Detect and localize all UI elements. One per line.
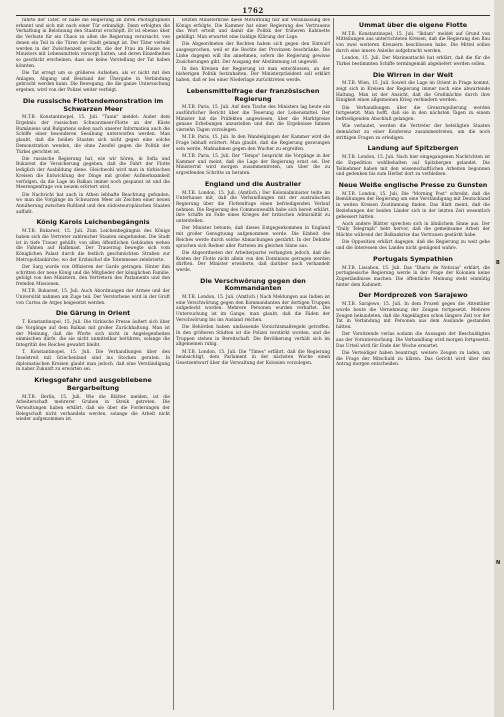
article-paragraph: Die Verteidiger haben beantragt, weitere Zeugen zu laden, um die Frage der Mitschuld zu klären. Das Gericht wird über den Antrag morgen entscheiden. — [336, 350, 490, 368]
article-heading: Neue Weiße englische Presse zu Gunsten — [338, 180, 488, 189]
header-rule — [16, 15, 490, 16]
article-paragraph: M.T.B. London, 15. Juli. Die "Morning Post" schreibt, daß die Bemühungen der Regierung um eine Verständigung mit Deutschland in weiten Kreisen Zustimmung finden. Das Blatt meint, daß die Beziehungen der beiden Länder sich in der letzten Zeit wesentlich gebessert hätten. — [336, 191, 490, 220]
article-heading: König Karols Leichenbegängnis — [36, 218, 150, 227]
article-paragraph: M.T.B. Berlin, 15. Juli. Wie die Blätter melden, ist die Arbeiterschaft mehrerer Gruben in Streik getreten. Die Verwaltungen haben erklärt, daß sie über die Forderungen der Belegschaft nicht verhandeln werden, solange die Arbeit nicht wieder aufgenommen ist. — [16, 394, 170, 423]
article-paragraph: Die russische Regierung hat, wie wir hören, in Sofia und Bukarest die Versicherung gegeben, daß die Fahrt der Flotte lediglich der Ausbildung diene. Gleichwohl wird man in türkischen Kreisen die Entwicklung der Dinge mit großer Aufmerksamkeit verfolgen, da die Lage im Balkan immer noch gespannt ist und die Meerengenfrage von neuem erörtert wird. — [16, 156, 170, 191]
article-paragraph: M.T.B. Bukarest, 15. Juli. Zum Leichenbegängnis des Königs haben sich die Vertreter zahlreicher Staaten eingefunden. Die Stadt ist in tiefe Trauer gehüllt; von allen öffentlichen Gebäuden wehen die Fahnen auf Halbmast. Der Trauerzug bewegte sich vom Königlichen Palast durch die festlich geschmückten Straßen zur Metropolitankirche, wo der Erzbischof die Totenmesse zelebrierte. — [16, 229, 170, 263]
article-paragraph: M.T.B. Konstantinopel, 15. Juli. "Ikdam" meldet auf Grund von Mitteilungen aus unterrichteten Kreisen, daß die Regierung den Bau von zwei weiteren Kreuzern beschlossen habe. Die Mittel sollen durch eine innere Anleihe aufgebracht werden. — [336, 31, 490, 54]
article-paragraph: M.T.B. London, 15. Juli. Die "Times" erfährt, daß die Regierung beabsichtigt, dem Parlament in der nächsten Woche einen Gesetzentwurf über die Verwaltung der Kolonien vorzulegen. — [176, 349, 330, 366]
article-heading: England und die Australier — [204, 179, 302, 188]
article-paragraph: M.T.B. London, 15. Juli. (Amtlich.) Der Kolonialminister teilte im Unterhause mit, daß die Verhandlungen mit der australischen Regierung über die Flottenfrage einen befriedigenden Verlauf nehmen. Die Regierung des Commonwealth habe sich bereit erklärt, ihre Schiffe im Falle eines Krieges der britischen Admiralität zu unterstellen. — [176, 190, 330, 225]
edge-mark: B — [496, 260, 500, 266]
article-heading: Lebensmittelfrage der französischen Regierung — [186, 86, 320, 103]
article-paragraph: Die Opposition erklärt dagegen, daß die Regierung zu weit gehe und die Interessen des Landes nicht genügend wahre. — [336, 240, 490, 252]
news-article — [176, 18, 330, 84]
article-paragraph: Die Abgeordneten der Arbeiterpartei verlangten jedoch, daß die Kosten der Flotte nicht allein von den Dominions getragen werden dürften. Der Minister erwiderte, daß darüber noch verhandelt werde. — [176, 250, 330, 273]
article-paragraph: M.T.B. London, 15. Juli. (Amtlich.) Nach Meldungen aus Indien ist eine Verschwörung gegen den Kommandanten der dortigen Truppen aufgedeckt worden. Mehrere Personen wurden verhaftet. Die Untersuchung ist im Gange; man glaubt, daß die Fäden der Verschwörung bis ins Ausland reichen. — [176, 295, 330, 323]
article-paragraph: Die Tat erregt um so größeres Aufsehen, als er nicht mit den Anlagen, Abgang und Beistand der Übergabe in Verbindung gebracht werden kann. Die Bewegung, die die ganze Untersuchung ergeben, wird von der Polizei weiter verfolgt. — [16, 70, 170, 94]
article-paragraph: Der Sarg wurde von Offizieren der Garde getragen. Hinter ihm schritten der neue König und die Mitglieder der königlichen Familie, gefolgt von den Ministern, den Vertretern des Parlaments und den fremden Missionen. — [16, 264, 170, 288]
news-article — [336, 256, 490, 289]
column-2 — [176, 18, 330, 710]
news-article — [336, 72, 490, 142]
article-paragraph: M.T.B. Wien, 15. Juli. Soweit die Lage im Orient in Frage kommt, zeigt sich in Kreisen der Regierung immer noch eine abwartende Haltung. Man ist der Ansicht, daß die Großmächte durch ihre Einigkeit einen allgemeinen Krieg verhindern werden. — [336, 81, 490, 104]
edge-mark: N — [496, 560, 501, 566]
news-article — [16, 18, 170, 94]
article-paragraph: Die Verhandlungen über die Grenzregulierung werden fortgesetzt. Man hofft, daß sie in den nächsten Tagen zu einem befriedigenden Abschluß gelangen. — [336, 105, 490, 122]
news-article — [176, 278, 330, 367]
news-article — [16, 310, 170, 373]
page-number: 1762 — [242, 6, 264, 15]
article-heading: Die Verschwörung gegen den Kommandanten — [200, 276, 306, 293]
article-paragraph: Der Minister betonte, daß dieses Entgegenkommen in England mit großer Genugtuung aufgenommen werde. Die Einheit des Reiches werde durch solche Abmachungen gestärkt. In der Debatte sprachen sich Redner aller Parteien im gleichen Sinne aus. — [176, 226, 330, 249]
article-heading: Die russische Flottendemonstration im Schwarzen Meer — [22, 96, 164, 113]
article-heading: Kriegsgefahr und ausgebliebene Bergarbeitung — [34, 376, 152, 392]
article-paragraph: M.T.B. Paris, 15. Juli. Auf dem Tische des Ministers lag heute ein ausführlicher Bericht über die Teuerung der Lebensmittel. Der Minister hat die Präfekten angewiesen, über die Marktpreise genaue Erhebungen anzustellen und ihm die Ergebnisse binnen vierzehn Tagen vorzulegen. — [176, 105, 330, 134]
article-heading: Die Gärung in Orient — [55, 309, 131, 318]
news-article — [16, 219, 170, 306]
news-article — [16, 98, 170, 216]
article-paragraph: führte der Täter, er habe die Regierung an ihren Photographien erkannt und sich mit nach einer Tür erkundigt. Dann erfolgten die Verhaftung in Belohnung den Staatrat erschöpft. Er ist ebenso über die Verluste für ein Chaos zu allen die Regierung verursacht, von denen ein Teil in die Türen der Stadt gelangt ist. Der Täter verteilt werden in der Zwischenzeit gesucht, die der Frau im Hause des Ministers mit Lebensmitteln versorgt hatten, und deren Einzelheiten so geschickt erscheinen, dass sie keine Vorstellung der Tat haben könnten. — [16, 18, 170, 69]
news-article — [336, 292, 490, 368]
article-paragraph: Die Abgeordneten der Rechten haben sich gegen den Entwurf ausgesprochen, weil er die Rechte der Provinzen beschränke. Die Linke dagegen will ihn annehmen, sofern die Regierung gewisse Zusicherungen gibt. Der Ausgang der Abstimmung ist ungewiß. — [176, 42, 330, 65]
column-1 — [16, 18, 170, 710]
article-paragraph: letzten Ministerkrise diese Mitwirkung nur auf Veranlassung des Königs erfolgte. Die Kammer hat einer Regierung des Vertrauens das Wort erteilt und damit die Politik der früheren Kabinette gebilligt. Man erwartet eine baldige Klärung der Lage. — [176, 18, 330, 41]
newspaper-page — [16, 6, 490, 710]
adjacent-page-edge — [494, 0, 504, 717]
article-heading: Ummat über die eigene Flotte — [358, 21, 468, 29]
article-heading: Die Wirren in der Welt — [372, 70, 454, 79]
news-article — [176, 88, 330, 177]
news-article — [16, 377, 170, 423]
column-3 — [336, 18, 490, 710]
article-heading: Der Mordprozeß von Sarajewo — [358, 291, 468, 300]
article-paragraph: T. Konstantinopel, 15. Juli. Die Verhandlungen über den Inselstreit mit Griechenland sind ins Stocken geraten. In diplomatischen Kreisen glaubt man jedoch, daß eine Verständigung in naher Zukunft zu erwarten sei. — [16, 350, 170, 373]
article-paragraph: Wie verlautet, werden die Vertreter der beteiligten Staaten demnächst zu einer Konferenz zusammentreten, um die noch strittigen Fragen zu erledigen. — [336, 124, 490, 141]
news-article — [336, 182, 490, 252]
article-paragraph: M.T.B. Sarajewo, 15. Juli. In dem Prozeß gegen die Attentäter wurde heute die Vernehmung der Zeugen fortgesetzt. Mehrere Zeugen bekundeten, daß die Angeklagten schon längere Zeit vor der Tat in Verbindung mit Personen aus dem Auslande gestanden hätten. — [336, 302, 490, 330]
article-paragraph: M.T.B. Konstantinopel, 15. Juli. "Tanin" meldet: Außer dem Ergebnis der russischen Schwarzmeer-Flotte an der Küste Rumäniens und Bulgariens sollen nach unserer Information auch die Schiffe einer besonderen Seeübung unterworfen werden. Man glaubt, daß die beiden Staaten sich nicht gegen eine solche Demonstration wenden, die ohne Zweifel gegen die Politik der Türkei gerichtet ist. — [16, 115, 170, 155]
column-separator — [333, 18, 334, 710]
news-article — [176, 181, 330, 274]
article-paragraph: London, 15. Juli. Der Marineattaché hat erklärt, daß die für die Türkei bestimmten Schiffe termingemäß abgeliefert werden sollen. — [336, 56, 490, 67]
article-paragraph: Die Nachricht hat auch in Athen lebhafte Beachtung gefunden, wo man die Vorgänge im Schwarzen Meer als Zeichen einer neuen Annäherung zwischen Rußland und den südosteuropäischen Staaten auffaßt. — [16, 192, 170, 215]
article-paragraph: Auch andere Blätter sprechen sich in ähnlichem Sinne aus. Der "Daily Telegraph" hebt hervor, daß die gemeinsame Arbeit der Mächte während der Balkankrise das Vertrauen gestärkt habe. — [336, 221, 490, 239]
column-separator — [173, 18, 174, 710]
article-paragraph: Die Behörden haben umfassende Vorsichtsmaßregeln getroffen. In den größeren Städten ist die Polizei verstärkt worden, und die Truppen stehen in Bereitschaft. Die Bevölkerung verhält sich im allgemeinen ruhig. — [176, 325, 330, 348]
article-paragraph: M.T.B. Paris, 15. Juli. Der "Temps" bespricht die Vorgänge in der Kammer und meint, daß die Lage der Regierung ernst sei. Der Ministerrat wird morgen zusammentreten, um über die zu ergreifenden Schritte zu beraten. — [176, 154, 330, 177]
news-article — [336, 22, 490, 68]
news-article — [336, 145, 490, 178]
article-heading: Landung auf Spitzbergen — [367, 144, 459, 153]
article-paragraph: Der Vorsitzende verlas sodann die Aussagen der Beschuldigten aus der Voruntersuchung. Die Verhandlung wird morgen fortgesetzt. Das Urteil wird für Ende der Woche erwartet. — [336, 332, 490, 349]
article-paragraph: T. Konstantinopel, 15. Juli. Die türkische Presse äußert sich über die Vorgänge auf dem Balkan mit großer Zurückhaltung. Man ist der Meinung, daß die Pforte sich nicht in Angelegenheiten einmischen dürfe, die sie nicht unmittelbar berühren, solange die Integrität des Reiches gewahrt bleibt. — [16, 320, 170, 349]
article-paragraph: M.T.B. Paris, 15. Juli. In den Wandelgängen der Kammer wird die Frage lebhaft erörtert. Man glaubt, daß die Regierung gezwungen sein werde, Maßnahmen gegen den Wucher zu ergreifen. — [176, 135, 330, 152]
article-paragraph: M.T.B. Bukarest, 15. Juli. Auch Abordnungen der Armee und der Universität nahmen am Zuge teil. Der Verstorbene wird in der Gruft von Curtea de Argeș beigesetzt werden. — [16, 289, 170, 306]
article-heading: Portugals Sympathien — [373, 254, 453, 263]
article-paragraph: M.T.B. Lissabon, 15. Juli. Das "Diario de Noticias" erklärt, die portugiesische Regierung werde in der Frage der Kolonien keine Zugeständnisse machen. Die öffentliche Meinung steht einmütig hinter dem Kabinett. — [336, 265, 490, 288]
article-paragraph: M.T.B. London, 15. Juli. Nach hier eingegangenen Nachrichten ist die Expedition wohlbehalten auf Spitzbergen gelandet. Die Teilnehmer haben mit den wissenschaftlichen Arbeiten begonnen und gedenken bis zum Herbst dort zu verbleiben. — [336, 155, 490, 178]
article-paragraph: In den Kreisen der Regierung ist man entschlossen, an der bisherigen Politik festzuhalten. Der Ministerpräsident soll erklärt haben, daß er bei einer Niederlage zurücktreten werde. — [176, 66, 330, 84]
